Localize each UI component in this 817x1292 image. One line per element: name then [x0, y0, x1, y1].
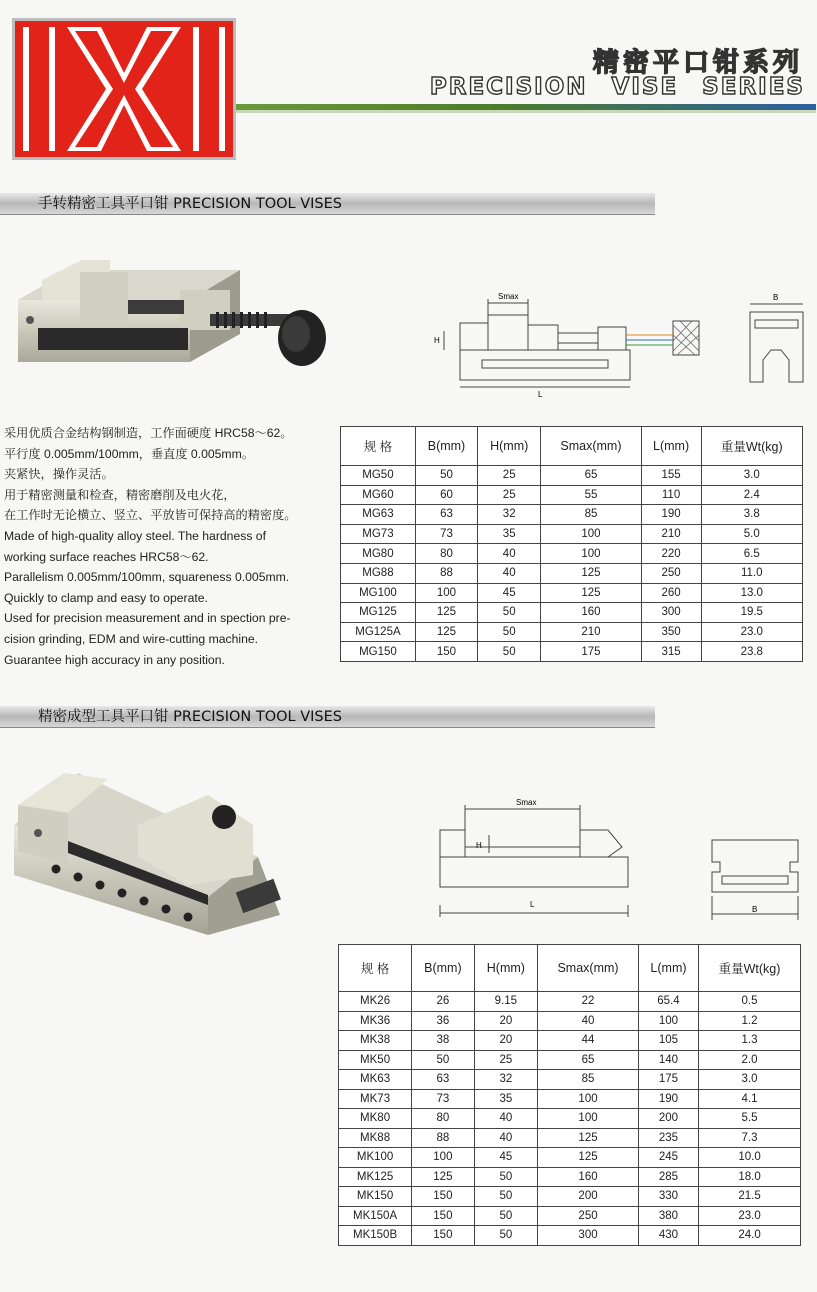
spec-cell: 210: [641, 524, 701, 544]
spec-cell: 40: [478, 563, 541, 583]
table-row: [339, 1109, 801, 1129]
col-header: H(mm): [474, 945, 538, 992]
spec-cell: 26: [412, 992, 474, 1012]
spec-cell: 6.5: [701, 544, 802, 564]
spec-cell: 150: [412, 1187, 474, 1207]
spec-cell: 5.0: [701, 524, 802, 544]
col-header: B(mm): [415, 427, 477, 466]
model-cell: MK150B: [339, 1226, 412, 1246]
spec-cell: 300: [538, 1226, 639, 1246]
mk-end-diagram: [708, 832, 803, 922]
spec-cell: 285: [638, 1167, 698, 1187]
spec-cell: 88: [412, 1128, 474, 1148]
table-row: [341, 622, 803, 642]
brand-logo: [12, 18, 236, 160]
model-cell: MK38: [339, 1031, 412, 1051]
model-cell: MG125A: [341, 622, 416, 642]
col-header: 规 格: [339, 945, 412, 992]
spec-cell: 50: [478, 622, 541, 642]
header-rule-shadow: [236, 110, 816, 113]
spec-cell: 50: [478, 642, 541, 662]
spec-cell: 100: [415, 583, 477, 603]
mk-spec-table: [338, 944, 801, 1246]
spec-cell: 250: [641, 563, 701, 583]
spec-cell: 315: [641, 642, 701, 662]
spec-cell: 175: [638, 1070, 698, 1090]
spec-cell: 40: [538, 1011, 639, 1031]
spec-cell: 50: [415, 466, 477, 486]
spec-cell: 55: [541, 485, 641, 505]
spec-cell: 125: [415, 603, 477, 623]
col-header: Smax(mm): [538, 945, 639, 992]
spec-cell: 85: [541, 505, 641, 525]
spec-cell: 155: [641, 466, 701, 486]
spec-cell: 40: [478, 544, 541, 564]
desc-line: 平行度 0.005mm/100mm，垂直度 0.005mm。: [4, 446, 254, 461]
table-row: [339, 1148, 801, 1168]
spec-cell: 430: [638, 1226, 698, 1246]
model-cell: MK125: [339, 1167, 412, 1187]
desc-line: Guarantee high accuracy in any position.: [4, 652, 225, 667]
spec-cell: 18.0: [699, 1167, 801, 1187]
spec-cell: 110: [641, 485, 701, 505]
spec-cell: 4.1: [699, 1089, 801, 1109]
spec-cell: 0.5: [699, 992, 801, 1012]
mg-table-body: [341, 466, 803, 662]
model-cell: MG100: [341, 583, 416, 603]
col-header: 重量Wt(kg): [699, 945, 801, 992]
desc-line: 采用优质合金结构钢制造，工作面硬度 HRC58～62。: [4, 426, 293, 440]
model-cell: MK36: [339, 1011, 412, 1031]
spec-cell: 3.8: [701, 505, 802, 525]
spec-cell: 45: [478, 583, 541, 603]
model-cell: MG63: [341, 505, 416, 525]
col-header: Smax(mm): [541, 427, 641, 466]
spec-cell: 23.8: [701, 642, 802, 662]
table-row: [339, 1050, 801, 1070]
series-title-cn: 精密平口钳系列: [592, 48, 803, 78]
b-label: B: [752, 905, 758, 914]
spec-cell: 150: [412, 1206, 474, 1226]
table-row: [339, 992, 801, 1012]
spec-cell: 40: [474, 1128, 538, 1148]
spec-cell: 125: [415, 622, 477, 642]
b-label: B: [773, 293, 779, 302]
spec-cell: 50: [478, 603, 541, 623]
table-row: [339, 1089, 801, 1109]
spec-cell: 7.3: [699, 1128, 801, 1148]
table-row: [341, 563, 803, 583]
spec-cell: 245: [638, 1148, 698, 1168]
spec-cell: 190: [641, 505, 701, 525]
spec-cell: 11.0: [701, 563, 802, 583]
model-cell: MG73: [341, 524, 416, 544]
table-row: [341, 466, 803, 486]
spec-cell: 24.0: [699, 1226, 801, 1246]
spec-cell: 125: [538, 1128, 639, 1148]
table-row: [339, 1011, 801, 1031]
model-cell: MG50: [341, 466, 416, 486]
model-cell: MK50: [339, 1050, 412, 1070]
desc-line: Parallelism 0.005mm/100mm, squareness 0.005mm.: [4, 570, 290, 585]
spec-cell: 100: [638, 1011, 698, 1031]
table-row: [341, 505, 803, 525]
spec-cell: 50: [474, 1206, 538, 1226]
spec-cell: 100: [538, 1109, 639, 1129]
spec-cell: 80: [415, 544, 477, 564]
spec-cell: 35: [478, 524, 541, 544]
spec-cell: 125: [412, 1167, 474, 1187]
model-cell: MG125: [341, 603, 416, 623]
spec-cell: 88: [415, 563, 477, 583]
spec-cell: 20: [474, 1031, 538, 1051]
model-cell: MK150A: [339, 1206, 412, 1226]
table-row: [341, 485, 803, 505]
spec-cell: 105: [638, 1031, 698, 1051]
spec-cell: 125: [541, 583, 641, 603]
spec-cell: 160: [538, 1167, 639, 1187]
spec-cell: 73: [412, 1089, 474, 1109]
spec-cell: 36: [412, 1011, 474, 1031]
spec-cell: 1.2: [699, 1011, 801, 1031]
spec-cell: 235: [638, 1128, 698, 1148]
table-row: [341, 603, 803, 623]
model-cell: MK80: [339, 1109, 412, 1129]
spec-cell: 50: [474, 1226, 538, 1246]
model-cell: MK63: [339, 1070, 412, 1090]
spec-cell: 50: [412, 1050, 474, 1070]
spec-cell: 44: [538, 1031, 639, 1051]
spec-cell: 9.15: [474, 992, 538, 1012]
table-row: [339, 1070, 801, 1090]
product-description: [4, 423, 334, 670]
spec-cell: 10.0: [699, 1148, 801, 1168]
spec-cell: 85: [538, 1070, 639, 1090]
spec-cell: 3.0: [701, 466, 802, 486]
model-cell: MG88: [341, 563, 416, 583]
desc-line: Made of high-quality alloy steel. The hardness of: [4, 528, 266, 543]
mg-end-diagram: [745, 290, 810, 385]
col-header: 规 格: [341, 427, 416, 466]
spec-cell: 50: [474, 1167, 538, 1187]
mg-spec-table: [340, 426, 803, 662]
table-row: [341, 544, 803, 564]
table-header-row: [341, 427, 803, 466]
spec-cell: 330: [638, 1187, 698, 1207]
h-label: H: [434, 336, 440, 345]
l-label: L: [538, 390, 543, 399]
spec-cell: 210: [541, 622, 641, 642]
spec-cell: 32: [474, 1070, 538, 1090]
spec-cell: 125: [538, 1148, 639, 1168]
desc-line: Quickly to clamp and easy to operate.: [4, 590, 208, 605]
spec-cell: 23.0: [701, 622, 802, 642]
mk-vise-photo: [8, 765, 298, 940]
spec-cell: 5.5: [699, 1109, 801, 1129]
spec-cell: 21.5: [699, 1187, 801, 1207]
table-row: [339, 1167, 801, 1187]
spec-cell: 220: [641, 544, 701, 564]
spec-cell: 25: [474, 1050, 538, 1070]
spec-cell: 73: [415, 524, 477, 544]
spec-cell: 125: [541, 563, 641, 583]
spec-cell: 160: [541, 603, 641, 623]
spec-cell: 22: [538, 992, 639, 1012]
spec-cell: 65: [538, 1050, 639, 1070]
table-row: [339, 1128, 801, 1148]
ixi-logo-mark: [15, 21, 233, 157]
spec-cell: 300: [641, 603, 701, 623]
spec-cell: 23.0: [699, 1206, 801, 1226]
spec-cell: 32: [478, 505, 541, 525]
model-cell: MK88: [339, 1128, 412, 1148]
spec-cell: 20: [474, 1011, 538, 1031]
model-cell: MG150: [341, 642, 416, 662]
smax-label: Smax: [516, 798, 537, 807]
table-row: [339, 1187, 801, 1207]
desc-line: 夹紧快，操作灵活。: [4, 467, 114, 482]
spec-cell: 380: [638, 1206, 698, 1226]
table-row: [341, 583, 803, 603]
spec-cell: 1.3: [699, 1031, 801, 1051]
desc-line: cision grinding, EDM and wire-cutting machine.: [4, 631, 259, 646]
mk-table-body: [339, 992, 801, 1246]
section-title-bar: [0, 706, 655, 728]
mg-side-diagram: [430, 285, 720, 400]
series-title-en: PRECISION VISE SERIES: [429, 74, 805, 100]
spec-cell: 80: [412, 1109, 474, 1129]
spec-cell: 100: [412, 1148, 474, 1168]
table-row: [339, 1206, 801, 1226]
spec-cell: 350: [641, 622, 701, 642]
mk-side-diagram: [432, 795, 637, 920]
h-label: H: [476, 841, 482, 850]
spec-cell: 19.5: [701, 603, 802, 623]
spec-cell: 35: [474, 1089, 538, 1109]
spec-cell: 65.4: [638, 992, 698, 1012]
spec-cell: 200: [538, 1187, 639, 1207]
spec-cell: 175: [541, 642, 641, 662]
spec-cell: 2.0: [699, 1050, 801, 1070]
smax-label: Smax: [498, 292, 519, 301]
spec-cell: 25: [478, 466, 541, 486]
model-cell: MK150: [339, 1187, 412, 1207]
spec-cell: 260: [641, 583, 701, 603]
spec-cell: 150: [412, 1226, 474, 1246]
section-title: 精密成型工具平口钳 PRECISION TOOL VISES: [38, 709, 342, 725]
spec-cell: 200: [638, 1109, 698, 1129]
col-header: L(mm): [638, 945, 698, 992]
model-cell: MG80: [341, 544, 416, 564]
desc-line: 用于精密测量和检查，精密磨削及电火花，: [4, 487, 236, 502]
spec-cell: 190: [638, 1089, 698, 1109]
model-cell: MK100: [339, 1148, 412, 1168]
model-cell: MG60: [341, 485, 416, 505]
spec-cell: 13.0: [701, 583, 802, 603]
spec-cell: 40: [474, 1109, 538, 1129]
spec-cell: 60: [415, 485, 477, 505]
spec-cell: 100: [541, 544, 641, 564]
desc-line: 在工作时无论横立、竖立、平放皆可保持高的精密度。: [4, 508, 297, 523]
spec-cell: 140: [638, 1050, 698, 1070]
spec-cell: 50: [474, 1187, 538, 1207]
spec-cell: 45: [474, 1148, 538, 1168]
section-title-bar: [0, 193, 655, 215]
col-header: B(mm): [412, 945, 474, 992]
spec-cell: 100: [538, 1089, 639, 1109]
spec-cell: 2.4: [701, 485, 802, 505]
table-row: [339, 1031, 801, 1051]
table-row: [341, 642, 803, 662]
col-header: 重量Wt(kg): [701, 427, 802, 466]
spec-cell: 25: [478, 485, 541, 505]
spec-cell: 100: [541, 524, 641, 544]
table-header-row: [339, 945, 801, 992]
mg-vise-photo: [10, 250, 330, 390]
table-row: [341, 524, 803, 544]
spec-cell: 150: [415, 642, 477, 662]
spec-cell: 250: [538, 1206, 639, 1226]
model-cell: MK26: [339, 992, 412, 1012]
spec-cell: 63: [415, 505, 477, 525]
table-row: [339, 1226, 801, 1246]
spec-cell: 65: [541, 466, 641, 486]
l-label: L: [530, 900, 535, 909]
spec-cell: 38: [412, 1031, 474, 1051]
col-header: L(mm): [641, 427, 701, 466]
col-header: H(mm): [478, 427, 541, 466]
desc-line: Used for precision measurement and in spection pre-: [4, 611, 291, 626]
section-title: 手转精密工具平口钳 PRECISION TOOL VISES: [38, 196, 342, 212]
spec-cell: 63: [412, 1070, 474, 1090]
desc-line: working surface reaches HRC58～62.: [4, 549, 209, 564]
spec-cell: 3.0: [699, 1070, 801, 1090]
model-cell: MK73: [339, 1089, 412, 1109]
